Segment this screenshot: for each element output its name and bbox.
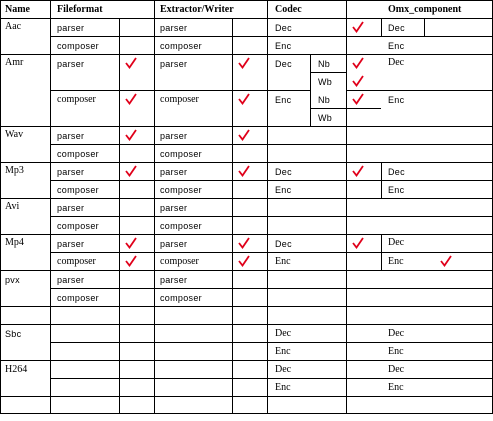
- amr-fileformat-parser: parser: [57, 59, 85, 69]
- pvx-extractor-parser: parser: [160, 275, 188, 285]
- format-name-wav: Wav: [5, 129, 24, 140]
- red-check-mark-icon: [352, 21, 364, 33]
- amr-fileformat-composer: composer: [57, 94, 96, 105]
- pvx-writer-composer: composer: [160, 293, 202, 303]
- sbc-omx-enc: Enc: [388, 346, 404, 357]
- header-extractor-writer: Extractor/Writer: [160, 4, 234, 15]
- mp4-writer-composer: composer: [160, 256, 199, 267]
- red-check-mark-icon: [238, 255, 250, 267]
- mp4-fileformat-parser: parser: [57, 239, 85, 249]
- red-check-mark-icon: [352, 237, 364, 249]
- wav-fileformat-parser: parser: [57, 131, 85, 141]
- red-check-mark-icon: [125, 255, 137, 267]
- sbc-omx-dec: Dec: [388, 328, 405, 339]
- mp3-omx-dec: Dec: [388, 167, 405, 177]
- mp4-fileformat-composer: composer: [57, 256, 96, 267]
- wav-fileformat-composer: composer: [57, 149, 99, 159]
- header-omx-component: Omx_component: [388, 4, 462, 15]
- red-check-mark-icon: [125, 57, 137, 69]
- mp4-extractor-parser: parser: [160, 239, 188, 249]
- h264-codec-enc: Enc: [275, 382, 291, 393]
- header-name: Name: [5, 4, 30, 15]
- aac-extractor-parser: parser: [160, 23, 188, 33]
- h264-codec-dec: Dec: [275, 364, 292, 375]
- wav-extractor-parser: parser: [160, 131, 188, 141]
- red-check-mark-icon: [440, 255, 452, 267]
- mp3-fileformat-composer: composer: [57, 185, 99, 195]
- red-check-mark-icon: [238, 237, 250, 249]
- format-name-aac: Aac: [5, 21, 22, 32]
- aac-writer-composer: composer: [160, 41, 202, 51]
- pvx-fileformat-parser: parser: [57, 275, 85, 285]
- format-name-avi: Avi: [5, 201, 20, 212]
- red-check-mark-icon: [125, 237, 137, 249]
- red-check-mark-icon: [352, 75, 364, 87]
- mp4-codec-enc: Enc: [275, 256, 291, 267]
- format-name-pvx: pvx: [5, 275, 20, 285]
- amr-dec-wb: Wb: [318, 77, 333, 87]
- aac-fileformat-composer: composer: [57, 41, 99, 51]
- red-check-mark-icon: [238, 165, 250, 177]
- pvx-fileformat-composer: composer: [57, 293, 99, 303]
- sbc-codec-dec: Dec: [275, 328, 292, 339]
- header-fileformat: Fileformat: [57, 4, 103, 15]
- mp3-extractor-parser: parser: [160, 167, 188, 177]
- red-check-mark-icon: [125, 129, 137, 141]
- avi-extractor-parser: parser: [160, 203, 188, 213]
- red-check-mark-icon: [238, 57, 250, 69]
- red-check-mark-icon: [238, 93, 250, 105]
- header-codec: Codec: [275, 4, 302, 15]
- avi-fileformat-composer: composer: [57, 221, 99, 231]
- aac-fileformat-parser: parser: [57, 23, 85, 33]
- amr-omx-dec: Dec: [388, 57, 405, 68]
- amr-enc-wb: Wb: [318, 113, 333, 123]
- mp3-writer-composer: composer: [160, 185, 202, 195]
- amr-codec-dec: Dec: [275, 59, 292, 69]
- aac-codec-enc: Enc: [275, 41, 292, 51]
- red-check-mark-icon: [352, 165, 364, 177]
- aac-codec-dec: Dec: [275, 23, 292, 33]
- red-check-mark-icon: [125, 165, 137, 177]
- sbc-codec-enc: Enc: [275, 346, 291, 357]
- format-name-mp3: Mp3: [5, 165, 24, 176]
- avi-writer-composer: composer: [160, 221, 202, 231]
- mp3-fileformat-parser: parser: [57, 167, 85, 177]
- format-name-sbc: Sbc: [5, 329, 22, 339]
- format-name-amr: Amr: [5, 57, 24, 68]
- mp3-omx-enc: Enc: [388, 185, 405, 195]
- mp4-omx-enc: Enc: [388, 256, 404, 267]
- red-check-mark-icon: [125, 93, 137, 105]
- amr-omx-enc: Enc: [388, 95, 405, 105]
- h264-omx-dec: Dec: [388, 364, 405, 375]
- red-check-mark-icon: [352, 57, 364, 69]
- amr-extractor-parser: parser: [160, 59, 188, 69]
- wav-writer-composer: composer: [160, 149, 202, 159]
- red-check-mark-icon: [352, 93, 364, 105]
- mp4-codec-dec: Dec: [275, 239, 292, 249]
- amr-codec-enc: Enc: [275, 95, 292, 105]
- amr-writer-composer: composer: [160, 94, 199, 105]
- amr-dec-nb: Nb: [318, 59, 331, 69]
- amr-enc-nb: Nb: [318, 95, 331, 105]
- format-name-h264: H264: [5, 364, 28, 375]
- aac-omx-dec: Dec: [388, 23, 405, 33]
- avi-fileformat-parser: parser: [57, 203, 85, 213]
- mp3-codec-enc: Enc: [275, 185, 292, 195]
- h264-omx-enc: Enc: [388, 382, 404, 393]
- mp3-codec-dec: Dec: [275, 167, 292, 177]
- aac-omx-enc: Enc: [388, 41, 405, 51]
- red-check-mark-icon: [238, 129, 250, 141]
- mp4-omx-dec: Dec: [388, 237, 405, 248]
- format-name-mp4: Mp4: [5, 237, 24, 248]
